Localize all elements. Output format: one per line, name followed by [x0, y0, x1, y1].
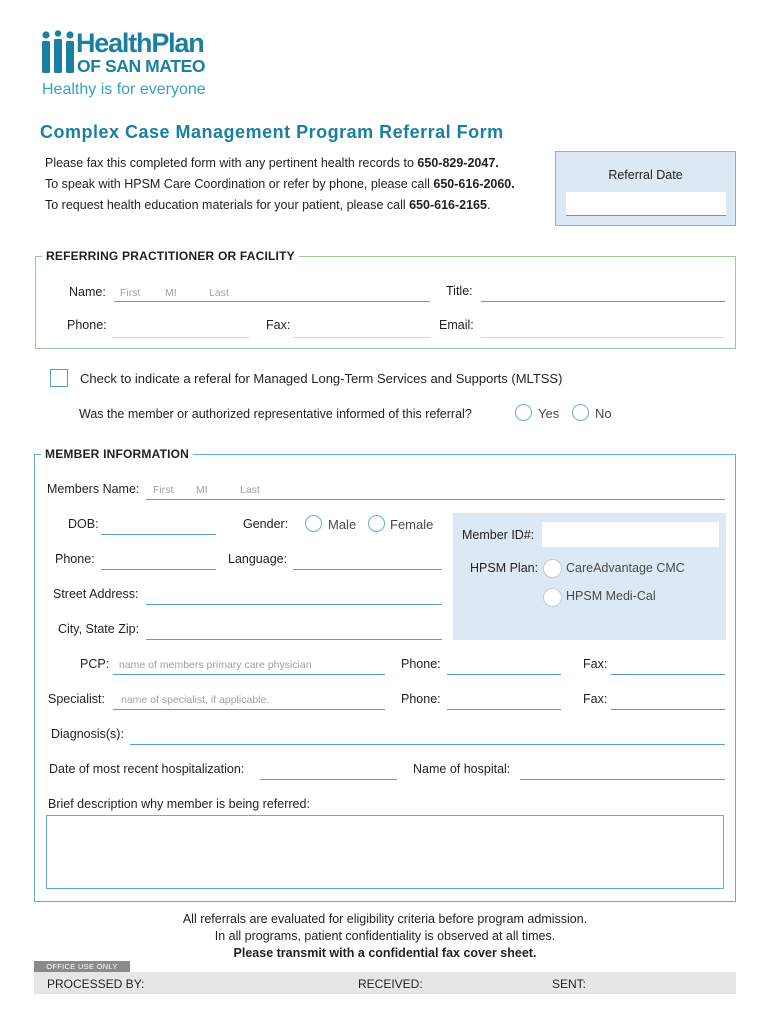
language-input[interactable] [293, 550, 442, 570]
diagnosis-input[interactable] [130, 725, 725, 745]
street-address-label: Street Address: [53, 587, 139, 601]
specialist-placeholder: name of specialist, if applicable. [121, 694, 270, 706]
referring-heading: REFERRING PRACTITIONER OR FACILITY [42, 249, 299, 263]
received-label: RECEIVED: [358, 977, 423, 991]
specialist-label: Specialist: [48, 692, 105, 706]
form-title: Complex Case Management Program Referral Form [40, 122, 504, 142]
ref-fax-label: Fax: [266, 318, 291, 332]
logo [40, 28, 240, 100]
gender-female-radio[interactable] [368, 515, 385, 532]
ref-email-label: Email: [439, 318, 474, 332]
ref-last-placeholder: Last [209, 287, 229, 299]
member-heading: MEMBER INFORMATION [41, 447, 193, 461]
mltss-checkbox[interactable] [50, 369, 68, 387]
referral-date-box [555, 151, 736, 226]
informed-yes-label: Yes [538, 406, 560, 421]
hospital-name-label: Name of hospital: [413, 762, 511, 776]
people-logo-icon [40, 30, 76, 74]
member-last-placeholder: Last [240, 484, 260, 496]
plan-careadvantage-radio[interactable] [543, 559, 562, 578]
intro-line2: To speak with HPSM Care Coordination or refer by phone, please call 650-616-2060. [45, 177, 515, 191]
plan-medical-label: HPSM Medi-Cal [566, 589, 656, 603]
city-state-zip-label: City, State Zip: [58, 622, 140, 636]
specialist-phone-label: Phone: [401, 692, 441, 706]
plan-careadvantage-label: CareAdvantage CMC [566, 561, 685, 575]
hospitalization-date-input[interactable] [260, 760, 397, 780]
ref-title-label: Title: [446, 284, 473, 298]
footer-line3: Please transmit with a confidential fax cover sheet. [233, 946, 537, 960]
ref-mi-placeholder: MI [165, 287, 177, 299]
ref-phone-label: Phone: [67, 318, 107, 332]
plan-medical-radio[interactable] [543, 588, 562, 607]
pcp-phone-label: Phone: [401, 657, 441, 671]
ref-name-label: Name: [69, 285, 106, 299]
brief-description-label: Brief description why member is being referred: [48, 797, 310, 811]
ref-name-input[interactable] [114, 283, 430, 302]
processed-by-label: PROCESSED BY: [47, 977, 145, 991]
informed-yes-radio[interactable] [515, 404, 532, 421]
referral-date-input[interactable] [566, 192, 726, 216]
street-address-input[interactable] [146, 585, 442, 605]
member-phone-input[interactable] [101, 550, 216, 570]
specialist-fax-label: Fax: [583, 692, 608, 706]
ref-title-input[interactable] [481, 283, 725, 302]
informed-no-radio[interactable] [572, 404, 589, 421]
ref-fax-input[interactable] [293, 318, 430, 338]
member-mi-placeholder: MI [196, 484, 208, 496]
ref-first-placeholder: First [120, 287, 141, 299]
language-label: Language: [228, 552, 288, 566]
pcp-placeholder: name of members primary care physician [119, 659, 312, 671]
informed-no-label: No [595, 406, 612, 421]
member-phone-label: Phone: [55, 552, 95, 566]
logo-line2: OF SAN MATEO [77, 56, 206, 76]
care-coordination-number: 650-616-2060. [433, 177, 515, 191]
health-education-number: 650-616-2165 [409, 198, 487, 212]
brief-description-textarea[interactable] [46, 815, 724, 889]
pcp-phone-input[interactable] [447, 655, 561, 675]
specialist-fax-input[interactable] [611, 690, 725, 710]
specialist-phone-input[interactable] [447, 690, 561, 710]
intro-line3: To request health education materials for your patient, please call 650-616-2165. [45, 198, 491, 212]
logo-line1: HealthPlan [76, 28, 204, 58]
footer-line1: All referrals are evaluated for eligibility criteria before program admission. [182, 912, 588, 926]
diagnosis-label: Diagnosis(s): [51, 727, 124, 741]
sent-label: SENT: [552, 977, 587, 991]
dob-input[interactable] [101, 515, 216, 535]
logo-tagline: Healthy is for everyone [42, 81, 206, 98]
hospital-name-input[interactable] [520, 760, 725, 780]
member-name-label: Members Name: [47, 482, 140, 496]
office-use-tag: OFFICE USE ONLY [34, 961, 130, 972]
pcp-fax-label: Fax: [583, 657, 608, 671]
member-name-input[interactable] [146, 480, 725, 500]
city-state-zip-input[interactable] [146, 620, 442, 640]
ref-email-input[interactable] [481, 318, 725, 338]
hpsm-plan-label: HPSM Plan: [470, 561, 539, 575]
gender-male-label: Male [328, 517, 357, 532]
dob-label: DOB: [68, 517, 99, 531]
pcp-label: PCP: [80, 657, 110, 671]
footer-line2: In all programs, patient confidentiality is observed at all times. [214, 929, 556, 943]
pcp-fax-input[interactable] [611, 655, 725, 675]
informed-question: Was the member or authorized representative informed of this referral? [79, 407, 472, 421]
hospitalization-date-label: Date of most recent hospitalization: [49, 762, 245, 776]
intro-line1: Please fax this completed form with any pertinent health records to 650-829-2047. [45, 156, 499, 170]
gender-female-label: Female [390, 517, 434, 532]
fax-number: 650-829-2047. [417, 156, 499, 170]
referral-date-label: Referral Date [608, 168, 683, 182]
gender-label: Gender: [243, 517, 289, 531]
mltss-checkbox-label: Check to indicate a referal for Managed Long-Term Services and Supports (MLTSS) [80, 371, 563, 386]
member-id-input[interactable] [542, 522, 719, 547]
ref-phone-input[interactable] [112, 318, 249, 338]
gender-male-radio[interactable] [305, 515, 322, 532]
member-id-label: Member ID#: [462, 528, 535, 542]
member-first-placeholder: First [153, 484, 174, 496]
